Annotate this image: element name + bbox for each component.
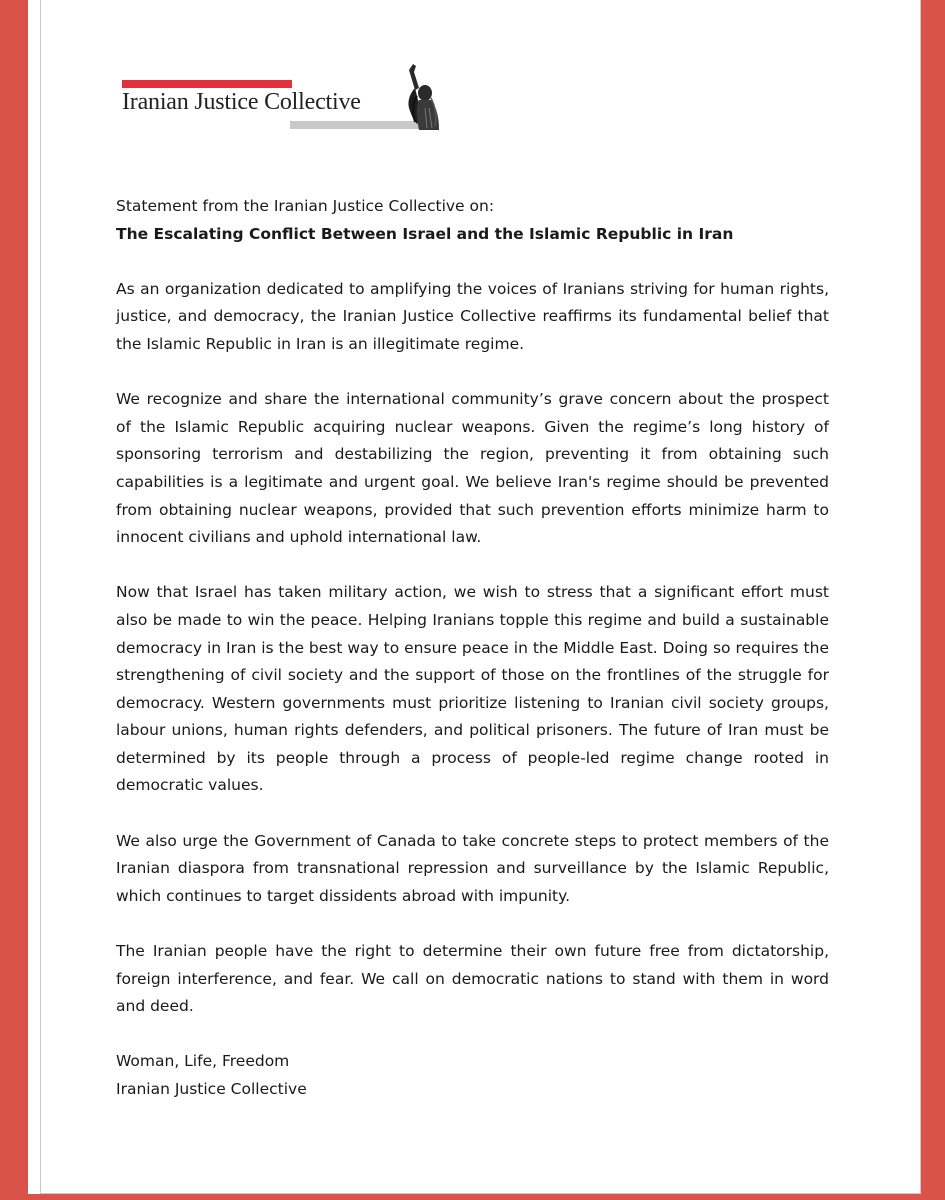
raised-fist-figure-icon [395, 60, 445, 132]
right-red-border [919, 0, 945, 1200]
organization-logo [122, 60, 452, 132]
bottom-red-border [0, 1194, 945, 1200]
logo-red-bar [122, 80, 292, 88]
signoff-motto: Woman, Life, Freedom [116, 1052, 290, 1071]
paragraph-nuclear: We recognize and share the international community’s grave concern about the prospect of the Islamic Republic acquiring nuclear weapons. Given the regime’s long history of sponsoring terrorism and destabilizing the region, preventing it from obtaining such capabilities is a legitimate and urgent goal. We believe Iran's regime should be prevented from obtaining nuclear weapons, provided that such prevention efforts minimize harm to innocent civilians and uphold international law. [116, 390, 829, 547]
statement-heading [116, 193, 829, 248]
paragraph-self-determination: The Iranian people have the right to determine their own future free from dictatorship, foreign interference, and fear. We call on democratic nations to stand with them in word and deed. [116, 942, 829, 1016]
left-red-border [0, 0, 28, 1200]
paragraph-peace: Now that Israel has taken military action, we wish to stress that a significant effort must also be made to win the peace. Helping Iranians topple this regime and build a sustainable democracy in Iran is the best way to ensure peace in the Middle East. Doing so requires the strengthening of civil society and the support of those on the frontlines of the struggle for democracy. Western governments must prioritize listening to Iranian civil society groups, labour unions, human rights defenders, and political prisoners. The future of Iran must be determined by its people through a process of people-led regime change rooted in democratic values. [116, 583, 829, 795]
signoff [116, 1048, 829, 1103]
signoff-organization: Iranian Justice Collective [116, 1080, 307, 1098]
statement-intro: Statement from the Iranian Justice Collective on: [116, 197, 495, 215]
statement-body [116, 193, 829, 1131]
statement-title: The Escalating Conflict Between Israel and the Islamic Republic in Iran [116, 224, 734, 243]
logo-wordmark: Iranian Justice Collective [122, 89, 361, 115]
paragraph-legitimacy: As an organization dedicated to amplifying the voices of Iranians striving for human rights, justice, and democracy, the Iranian Justice Collective reaffirms its fundamental belief that the Islamic Republic in Iran is an illegitimate regime. [116, 279, 829, 353]
paragraph-canada: We also urge the Government of Canada to take concrete steps to protect members of the Iranian diaspora from transnational repression and surveillance by the Islamic Republic, which continues to target dissidents abroad with impunity. [116, 831, 829, 905]
